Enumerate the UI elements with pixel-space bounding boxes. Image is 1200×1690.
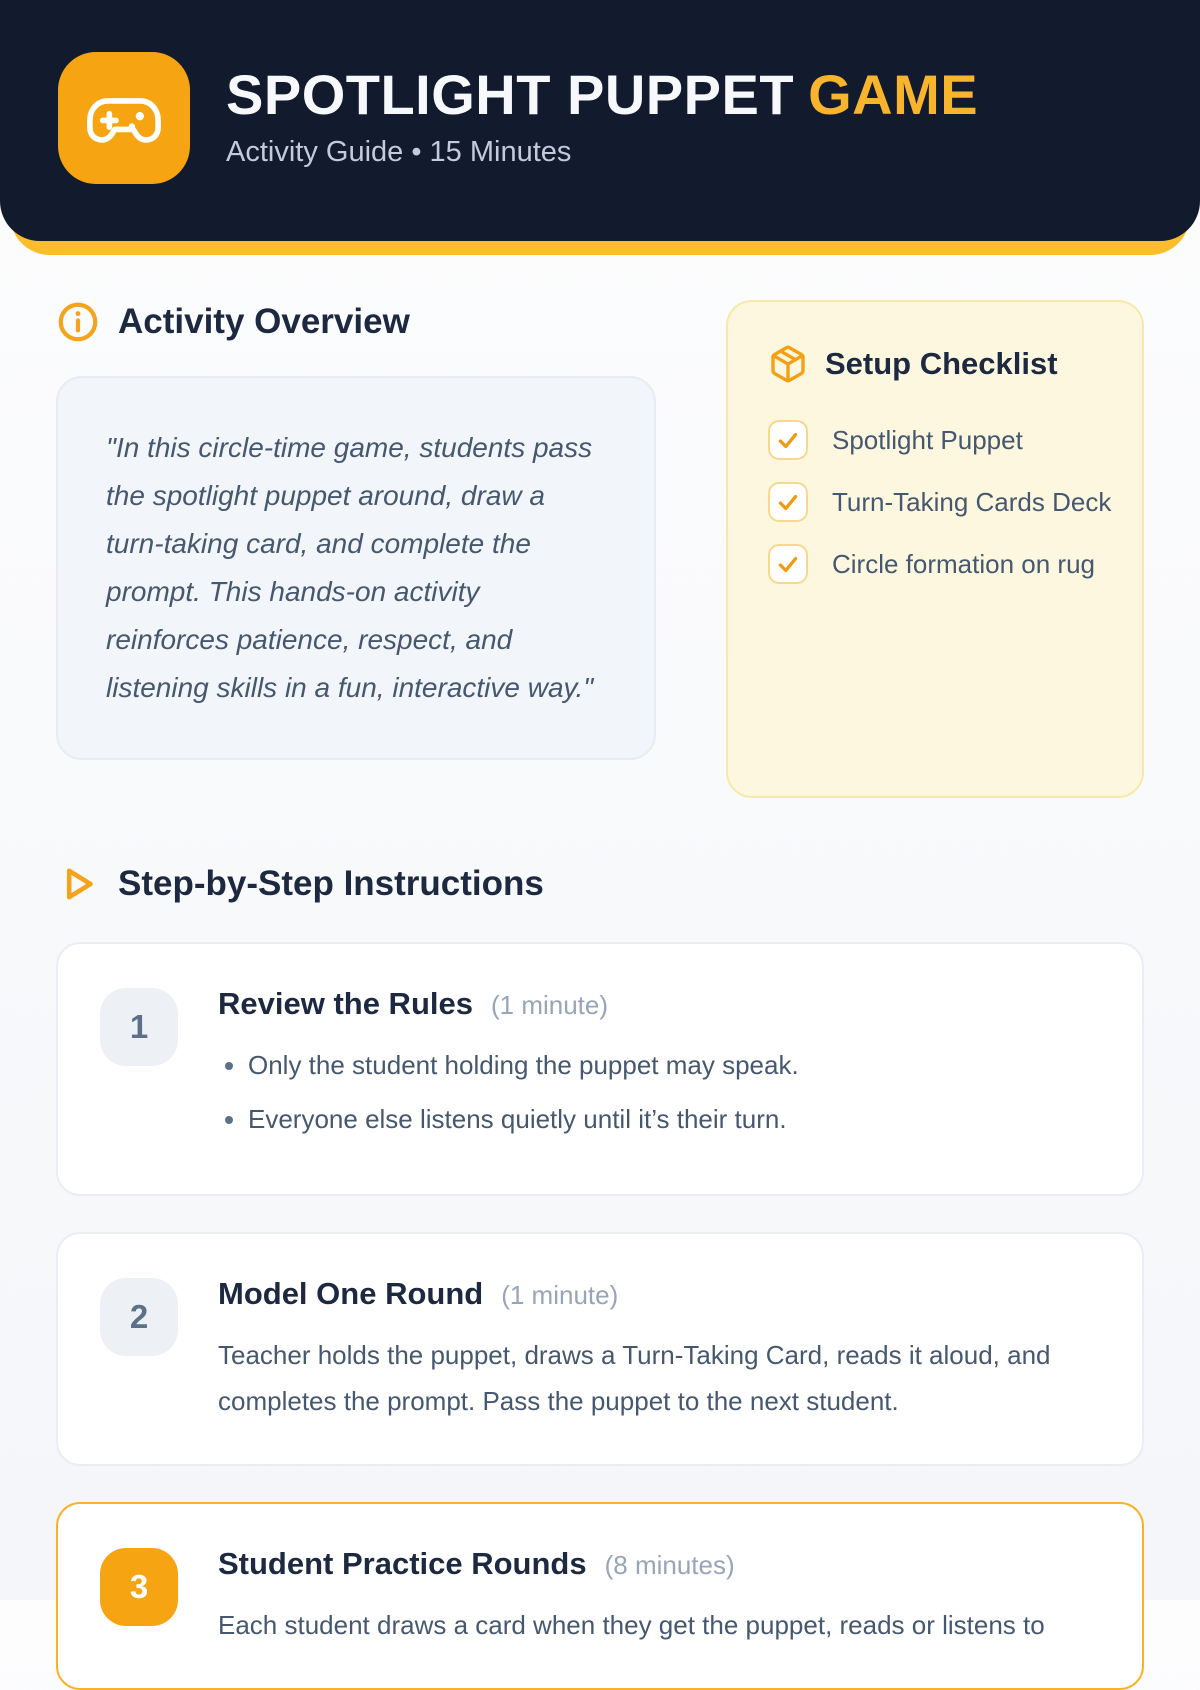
checklist-item-label: Circle formation on rug	[832, 548, 1095, 579]
setup-checklist-card	[726, 300, 1144, 798]
checklist-item	[768, 482, 1112, 522]
steps-heading-row	[56, 862, 1144, 906]
step-bullet: • Only the student holding the puppet may speak.	[248, 1046, 799, 1084]
gamepad-icon	[58, 52, 190, 184]
steps-heading: Step-by-Step Instructions	[118, 864, 544, 903]
steps-section	[56, 862, 1144, 1690]
page-title-accent: GAME	[808, 62, 979, 126]
step-bullet-list	[218, 1046, 799, 1138]
play-icon	[56, 862, 100, 906]
step-number-badge: 3	[100, 1548, 178, 1626]
checkbox[interactable]	[768, 544, 808, 584]
step-content	[218, 1546, 1045, 1648]
step-card-2	[56, 1232, 1144, 1466]
header-text	[226, 62, 979, 170]
step-content	[218, 1276, 1096, 1424]
step-number-badge: 2	[100, 1278, 178, 1356]
check-icon	[775, 551, 801, 577]
step-title: Model One Round	[218, 1276, 484, 1311]
header-bar	[0, 0, 1200, 241]
checkbox[interactable]	[768, 420, 808, 460]
activity-overview-section	[56, 300, 656, 760]
checkbox[interactable]	[768, 482, 808, 522]
activity-overview-heading-row	[56, 300, 656, 344]
step-card-3	[56, 1502, 1144, 1690]
step-time: (8 minutes)	[604, 1550, 735, 1580]
check-icon	[775, 489, 801, 515]
package-icon	[768, 344, 808, 384]
checklist-heading-row	[768, 344, 1112, 384]
step-time: (1 minute)	[490, 990, 609, 1020]
page-subtitle: Activity Guide • 15 Minutes	[226, 136, 572, 169]
header	[0, 0, 1200, 256]
main-content	[0, 256, 1200, 1690]
activity-overview-heading: Activity Overview	[118, 302, 410, 341]
top-row	[56, 300, 1144, 798]
overview-quote: "In this circle-time game, students pass the spotlight puppet around, draw a turn-taking card, and complete the prompt. This hands-on activity reinforces patience, respect, and listening skills in a fun, interactive way."	[106, 432, 594, 703]
step-description: Teacher holds the puppet, draws a Turn-Taking Card, reads it aloud, and completes the prompt. Pass the puppet to the next student.	[218, 1340, 1051, 1416]
checklist-item	[768, 420, 1112, 460]
step-number-badge: 1	[100, 988, 178, 1066]
overview-card	[56, 376, 656, 760]
step-content	[218, 986, 799, 1154]
step-bullet: • Everyone else listens quietly until it’s their turn.	[248, 1100, 799, 1138]
step-card-1	[56, 942, 1144, 1196]
info-icon	[56, 300, 100, 344]
step-title: Review the Rules	[218, 986, 473, 1021]
checklist-item-label: Spotlight Puppet	[832, 424, 1023, 455]
check-icon	[775, 427, 801, 453]
checklist-item-label: Turn-Taking Cards Deck	[832, 486, 1112, 517]
checklist-heading: Setup Checklist	[825, 346, 1058, 381]
step-time: (1 minute)	[501, 1280, 619, 1310]
checklist-item	[768, 544, 1112, 584]
step-description: Each student draws a card when they get the puppet, reads or listens to	[218, 1610, 1045, 1640]
page-title	[226, 62, 979, 126]
step-title: Student Practice Rounds	[218, 1546, 587, 1581]
page-title-main: SPOTLIGHT PUPPET	[226, 62, 795, 126]
